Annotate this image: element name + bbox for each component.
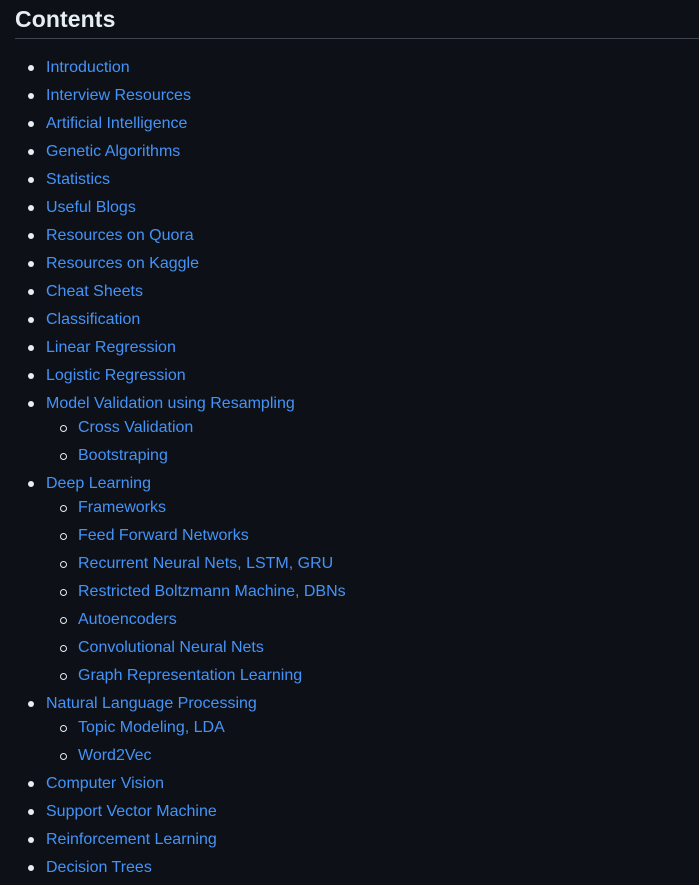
- toc-item: [0, 770, 699, 798]
- toc-item: [0, 222, 699, 250]
- bullet-icon: [28, 166, 35, 194]
- toc-link[interactable]: Cross Validation: [78, 419, 194, 436]
- toc-link[interactable]: Restricted Boltzmann Machine, DBNs: [78, 583, 346, 600]
- toc-item: [0, 742, 699, 770]
- hollow-bullet-icon: [60, 522, 67, 550]
- toc-item: [0, 442, 699, 470]
- toc-link[interactable]: Interview Resources: [46, 87, 191, 104]
- bullet-icon: [28, 250, 35, 278]
- toc-item: [0, 166, 699, 194]
- toc-link[interactable]: Decision Trees: [46, 859, 152, 876]
- bullet-icon: [28, 110, 35, 138]
- toc-link[interactable]: Resources on Kaggle: [46, 255, 199, 272]
- toc-link[interactable]: Word2Vec: [78, 747, 152, 764]
- contents-heading: Contents: [15, 6, 116, 32]
- toc-link[interactable]: Linear Regression: [46, 339, 176, 356]
- toc-item: [0, 194, 699, 222]
- toc-item: [0, 662, 699, 690]
- toc-item: [0, 854, 699, 882]
- toc-link[interactable]: Deep Learning: [46, 475, 151, 492]
- hollow-bullet-icon: [60, 742, 67, 770]
- toc-item: [0, 550, 699, 578]
- toc-item: [0, 278, 699, 306]
- toc-link[interactable]: Useful Blogs: [46, 199, 136, 216]
- bullet-icon: [28, 334, 35, 362]
- toc-item: [0, 634, 699, 662]
- toc-link[interactable]: Introduction: [46, 59, 130, 76]
- hollow-bullet-icon: [60, 606, 67, 634]
- hollow-bullet-icon: [60, 550, 67, 578]
- bullet-icon: [28, 54, 35, 82]
- bullet-icon: [28, 306, 35, 334]
- toc-link[interactable]: Artificial Intelligence: [46, 115, 188, 132]
- toc-link[interactable]: Graph Representation Learning: [78, 667, 303, 684]
- bullet-icon: [28, 390, 35, 418]
- heading-divider: [15, 38, 699, 39]
- toc-item: [0, 250, 699, 278]
- toc-item: [0, 418, 699, 442]
- toc-link[interactable]: Genetic Algorithms: [46, 143, 181, 160]
- toc-link[interactable]: Topic Modeling, LDA: [78, 719, 225, 736]
- toc-item: [0, 718, 699, 742]
- toc-item: [0, 498, 699, 522]
- toc-item: [0, 522, 699, 550]
- table-of-contents: [0, 54, 699, 882]
- toc-link[interactable]: Reinforcement Learning: [46, 831, 217, 848]
- bullet-icon: [28, 362, 35, 390]
- bullet-icon: [28, 798, 35, 826]
- toc-item: [0, 82, 699, 110]
- toc-link[interactable]: Convolutional Neural Nets: [78, 639, 264, 656]
- toc-item: [0, 606, 699, 634]
- toc-link[interactable]: Frameworks: [78, 499, 167, 516]
- toc-link[interactable]: Model Validation using Resampling: [46, 395, 295, 412]
- toc-link[interactable]: Classification: [46, 311, 141, 328]
- bullet-icon: [28, 770, 35, 798]
- toc-link[interactable]: Support Vector Machine: [46, 803, 217, 820]
- toc-item: [0, 362, 699, 390]
- hollow-bullet-icon: [60, 634, 67, 662]
- bullet-icon: [28, 826, 35, 854]
- toc-link[interactable]: Resources on Quora: [46, 227, 194, 244]
- toc-link[interactable]: Recurrent Neural Nets, LSTM, GRU: [78, 555, 334, 572]
- toc-item: [0, 578, 699, 606]
- hollow-bullet-icon: [60, 442, 67, 470]
- toc-item: [0, 138, 699, 166]
- toc-link[interactable]: Natural Language Processing: [46, 695, 257, 712]
- toc-link[interactable]: Cheat Sheets: [46, 283, 143, 300]
- bullet-icon: [28, 138, 35, 166]
- toc-link[interactable]: Statistics: [46, 171, 111, 188]
- toc-link[interactable]: Logistic Regression: [46, 367, 186, 384]
- toc-link[interactable]: Autoencoders: [78, 611, 177, 628]
- toc-item: [0, 54, 699, 82]
- hollow-bullet-icon: [60, 662, 67, 690]
- bullet-icon: [28, 222, 35, 250]
- toc-item: [0, 798, 699, 826]
- toc-item: [0, 334, 699, 362]
- toc-item: [0, 110, 699, 138]
- hollow-bullet-icon: [60, 578, 67, 606]
- bullet-icon: [28, 690, 35, 718]
- bullet-icon: [28, 82, 35, 110]
- toc-link[interactable]: Bootstraping: [78, 447, 168, 464]
- bullet-icon: [28, 278, 35, 306]
- toc-link[interactable]: Computer Vision: [46, 775, 164, 792]
- bullet-icon: [28, 194, 35, 222]
- hollow-bullet-icon: [60, 414, 67, 442]
- toc-item: [0, 306, 699, 334]
- toc-link[interactable]: Feed Forward Networks: [78, 527, 249, 544]
- hollow-bullet-icon: [60, 714, 67, 742]
- bullet-icon: [28, 854, 35, 882]
- bullet-icon: [28, 470, 35, 498]
- hollow-bullet-icon: [60, 494, 67, 522]
- toc-item: [0, 826, 699, 854]
